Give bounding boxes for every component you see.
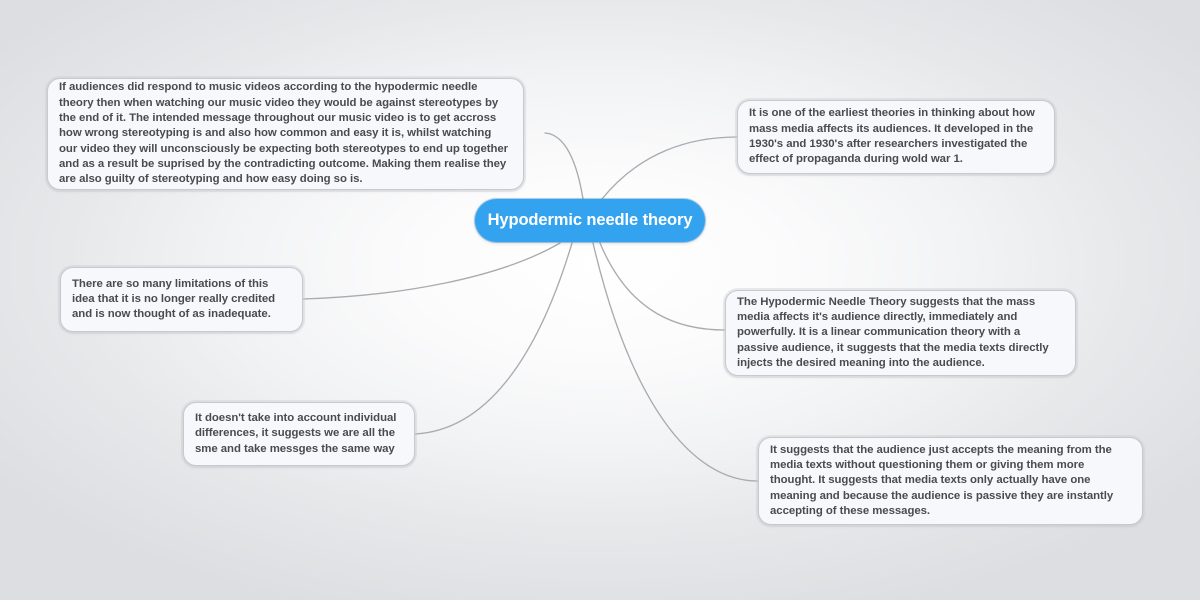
node-limitations[interactable] — [60, 267, 303, 332]
node-text: It is one of the earliest theories in thinking about how mass media affects its audiences. It developed in the 1930's and 1930's after researchers investigated the effect of propaganda during wold war 1. — [749, 107, 1035, 166]
node-text: There are so many limitations of this idea that it is no longer really credited and is now thought of as inadequate. — [72, 277, 276, 321]
node-text: If audiences did respond to music videos according to the hypodermic needle theory then when watching our music video they would be against stereotypes by the end of it. The intended message throughout our music video is to get accross how wrong stereotyping is and also how common and easy it is, whilst watching our video they will unconsciously be expecting both stereotypes to end up together and as a result be suprised by the contradicting outcome. Making them realise they are also guilty of stereotyping and how easy doing so is. — [59, 81, 509, 186]
connector-node-individual-differences — [415, 243, 572, 434]
node-passive-acceptance[interactable] — [758, 437, 1143, 525]
connector-node-theory-definition — [600, 243, 725, 330]
connector-node-limitations — [303, 243, 560, 299]
node-theory-definition[interactable] — [725, 290, 1076, 376]
central-node-label: Hypodermic needle theory — [487, 211, 693, 229]
node-text: It doesn't take into account individual differences, it suggests we are all the sme and take messges the same way — [195, 412, 397, 455]
connector-node-audience-response — [545, 133, 583, 199]
connector-node-earliest-theories — [602, 137, 737, 199]
node-individual-differences[interactable] — [183, 402, 415, 466]
node-earliest-theories[interactable] — [737, 100, 1055, 174]
node-audience-response[interactable] — [47, 78, 524, 190]
node-text: The Hypodermic Needle Theory suggests that the mass media affects it's audience directly, immediately and powerfully. It is a linear communication theory with a passive audience, it suggests that the media texts directly injects the desired meaning into the audience. — [737, 295, 1049, 369]
node-text: It suggests that the audience just accepts the meaning from the media texts without questioning them or giving them more thought. It suggests that media texts only actually have one meaning and because the audience is passive they are instantly accepting of these messages. — [770, 443, 1114, 517]
central-node[interactable] — [475, 199, 705, 242]
